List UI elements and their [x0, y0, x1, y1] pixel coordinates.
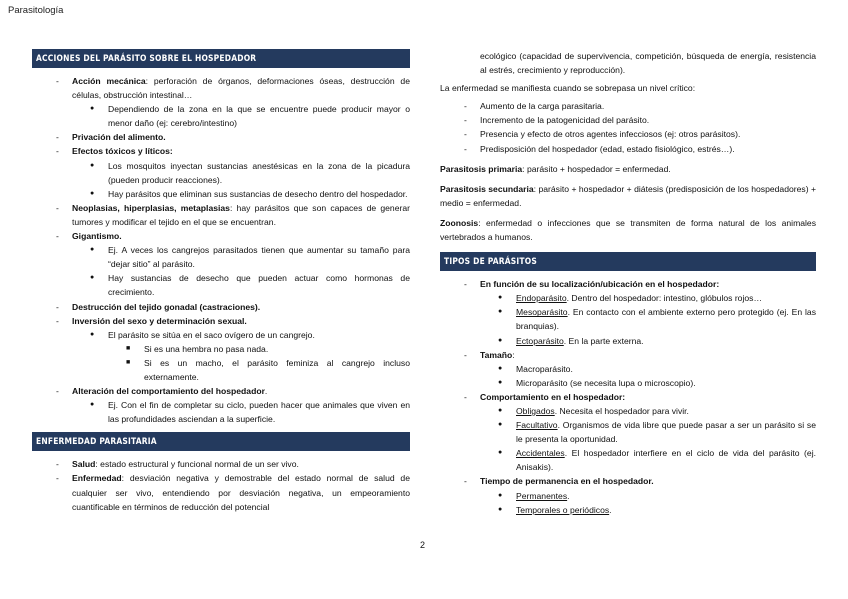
- term: Facultativo: [516, 420, 558, 431]
- list-item: [440, 99, 816, 113]
- list-item: [32, 243, 410, 271]
- term: Inversión del sexo y determinación sexual.: [72, 315, 247, 326]
- circle-bullet: ●: [498, 449, 503, 457]
- item-text: Aumento de la carga parasitaria.: [480, 101, 605, 112]
- list-item: [440, 127, 816, 141]
- item-text: . El hospedador interfiere en el ciclo de vida del parásito (ej. Anisakis).: [516, 448, 816, 473]
- page-number: 2: [420, 540, 426, 550]
- item-text: Si es una hembra no pasa nada.: [144, 343, 269, 354]
- dash-bullet: -: [56, 459, 59, 470]
- list-item: [32, 144, 410, 158]
- circle-bullet: ●: [90, 189, 95, 197]
- dash-bullet: -: [464, 391, 467, 402]
- enfermedad-list: [32, 457, 410, 513]
- dash-bullet: -: [464, 476, 467, 487]
- term: Obligados: [516, 405, 555, 416]
- zoonosis-paragraph: [440, 216, 816, 244]
- list-item: [32, 187, 410, 201]
- item-text: :: [512, 349, 515, 360]
- term: Comportamiento en el hospedador:: [480, 391, 626, 402]
- item-text: Macroparásito.: [516, 363, 573, 374]
- right-column: [440, 49, 816, 517]
- list-item: [440, 376, 816, 390]
- item-text: Presencia y efecto de otros agentes infecciosos (ej: otros parásitos).: [480, 129, 741, 140]
- dash-bullet: -: [56, 76, 59, 86]
- list-item: [440, 489, 816, 503]
- list-item: [32, 229, 410, 243]
- item-text: . Organismos de vida libre que puede pasar a ser un parásito si se le presenta la oportunidad.: [516, 420, 816, 445]
- item-text: Hay sustancias de desecho que pueden actuar como hormonas de crecimiento.: [108, 273, 410, 298]
- list-item: [32, 398, 410, 426]
- item-text: Los mosquitos inyectan sustancias anestésicas en la zona de la picadura (pueden producir reacciones).: [108, 160, 410, 185]
- list-item: [32, 130, 410, 144]
- term: Privación del alimento.: [72, 132, 166, 143]
- item-text: . Necesita el hospedador para vivir.: [554, 405, 689, 416]
- dash-bullet: -: [464, 279, 467, 290]
- term: Parasitosis primaria: [440, 163, 523, 174]
- term: Permanentes: [516, 490, 568, 501]
- list-item: [440, 404, 816, 418]
- list-item: [32, 159, 410, 187]
- dash-bullet: -: [464, 101, 467, 112]
- list-item: [32, 356, 410, 384]
- section-header-tipos: TIPOS DE PARÁSITOS: [440, 252, 816, 271]
- list-item: [32, 384, 410, 398]
- list-item: [440, 113, 816, 127]
- dash-bullet: -: [464, 129, 467, 140]
- term: Gigantismo.: [72, 231, 122, 242]
- term: Accidentales: [516, 448, 565, 459]
- term: Tamaño: [480, 349, 513, 360]
- term: Salud: [72, 459, 96, 470]
- manifiesta-paragraph: La enfermedad se manifiesta cuando se sobrepasa un nivel crítico:: [440, 83, 696, 94]
- dash-bullet: -: [464, 143, 467, 154]
- term: Endoparásito: [516, 293, 567, 304]
- list-item: [32, 314, 410, 328]
- circle-bullet: ●: [90, 105, 95, 113]
- circle-bullet: ●: [498, 505, 503, 513]
- left-column: [32, 49, 410, 514]
- list-item: [440, 418, 816, 446]
- dash-bullet: -: [56, 301, 59, 312]
- dash-bullet: -: [56, 202, 59, 213]
- item-text: : parásito + hospedador + diátesis (predisposición de los hospedadores) + medio = enfermedad.: [440, 183, 816, 208]
- circle-bullet: ●: [498, 406, 503, 414]
- circle-bullet: ●: [90, 161, 95, 169]
- item-text: : perforación de órganos, deformaciones óseas, destrucción de células, obstrucción intestinal…: [72, 76, 410, 101]
- dash-bullet: -: [464, 349, 467, 360]
- list-item: [32, 471, 410, 513]
- item-text: Microparásito (se necesita lupa o microscopio).: [516, 377, 696, 388]
- term: Acción mecánica: [72, 76, 146, 86]
- item-text: Incremento de la patogenicidad del parásito.: [480, 115, 650, 126]
- item-text: . En contacto con el ambiente externo pero protegido (ej. En las branquias).: [516, 307, 816, 332]
- list-item: [440, 446, 816, 474]
- circle-bullet: ●: [498, 294, 503, 302]
- term: Enfermedad: [72, 473, 122, 484]
- list-item: [440, 362, 816, 376]
- list-item: [440, 474, 816, 488]
- term: Efectos tóxicos y líticos:: [72, 146, 173, 157]
- term: Alteración del comportamiento del hospedador: [72, 386, 265, 397]
- term: Neoplasias, hiperplasias, metaplasias: [72, 202, 230, 213]
- running-head: Parasitología: [8, 5, 64, 16]
- term: Zoonosis: [440, 217, 479, 228]
- term: Mesoparásito: [516, 307, 568, 318]
- section-header-enfermedad: ENFERMEDAD PARASITARIA: [32, 432, 410, 451]
- square-bullet: ■: [126, 344, 131, 352]
- primaria-paragraph: [440, 162, 816, 176]
- dash-bullet: -: [56, 473, 59, 484]
- term: En función de su localización/ubicación en el hospedador:: [480, 279, 720, 290]
- list-item: [32, 201, 410, 229]
- dash-bullet: -: [464, 115, 467, 126]
- term: Ectoparásito: [516, 335, 564, 346]
- acciones-list: [32, 74, 410, 426]
- item-text: : parásito + hospedador = enfermedad.: [522, 163, 671, 174]
- circle-bullet: ●: [498, 378, 503, 386]
- circle-bullet: ●: [90, 330, 95, 338]
- list-item: [440, 291, 816, 305]
- item-text: . Dentro del hospedador: intestino, glóbulos rojos…: [566, 293, 763, 304]
- circle-bullet: ●: [498, 336, 503, 344]
- item-text: : hay parásitos que son capaces de generar tumores y modificar el tejido en el que se encuentran.: [72, 202, 410, 227]
- list-item: [440, 277, 816, 291]
- circle-bullet: ●: [90, 401, 95, 409]
- item-text: Ej. A veces los cangrejos parasitados tienen que aumentar su tamaño para “dejar sitio” al parásito.: [108, 245, 410, 270]
- term: Tiempo de permanencia en el hospedador.: [480, 476, 654, 487]
- list-item: [32, 457, 410, 471]
- list-item: [440, 348, 816, 362]
- item-text: .: [609, 504, 612, 515]
- item-text: El parásito se sitúa en el saco ovígero de un cangrejo.: [108, 329, 315, 340]
- item-text: Dependiendo de la zona en la que se encuentre puede producir mayor o menor daño (ej: cerebro/intestino): [108, 104, 410, 129]
- tipos-list: [440, 277, 816, 517]
- list-item: [32, 300, 410, 314]
- circle-bullet: ●: [498, 308, 503, 316]
- list-item: [440, 142, 816, 156]
- list-item: [440, 390, 816, 404]
- section-header-acciones: ACCIONES DEL PARÁSITO SOBRE EL HOSPEDADOR: [32, 49, 410, 68]
- item-text: : estado estructural y funcional normal de un ser vivo.: [95, 459, 299, 470]
- list-item: [32, 271, 410, 299]
- circle-bullet: ●: [498, 364, 503, 372]
- item-text: Ej. Con el fin de completar su ciclo, pueden hacer que animales que viven en las profundidades asciendan a la superficie.: [108, 400, 410, 425]
- list-item: [32, 102, 410, 130]
- item-text: Hay parásitos que eliminan sus sustancias de desecho dentro del hospedador.: [108, 188, 408, 199]
- dash-bullet: -: [56, 315, 59, 326]
- list-item: [32, 328, 410, 342]
- item-text: Predisposición del hospedador (edad, estado fisiológico, estrés…).: [480, 143, 735, 154]
- list-item: [440, 334, 816, 348]
- list-item: [440, 503, 816, 517]
- item-text: : desviación negativa y demostrable del estado normal de salud de cualquier ser vivo, entendiendo por desviación negativa, un empeoramiento cuantificable en términos de reducción del potencial: [72, 473, 410, 512]
- list-item: [32, 74, 410, 102]
- item-text: .: [567, 490, 570, 501]
- item-text: Si es un macho, el parásito feminiza al cangrejo incluso externamente.: [144, 357, 410, 382]
- item-text: : enfermedad o infecciones que se transmiten de forma natural de los animales vertebrados a humanos.: [440, 217, 816, 243]
- dash-bullet: -: [56, 231, 59, 242]
- secundaria-paragraph: [440, 182, 816, 210]
- nivel-list: [440, 99, 816, 155]
- enfermedad-continuation: ecológico (capacidad de supervivencia, competición, búsqueda de energía, resistencia al estrés, crecimiento y reproducción).: [480, 51, 816, 76]
- list-item: [440, 305, 816, 333]
- list-item: [32, 342, 410, 356]
- term: Temporales o periódicos: [516, 504, 610, 515]
- dash-bullet: -: [56, 386, 59, 397]
- square-bullet: ■: [126, 358, 131, 366]
- dash-bullet: -: [56, 146, 59, 157]
- term: Destrucción del tejido gonadal (castraciones).: [72, 301, 261, 312]
- circle-bullet: ●: [498, 491, 503, 499]
- dash-bullet: -: [56, 132, 59, 143]
- item-text: .: [264, 386, 268, 397]
- term: Parasitosis secundaria: [440, 183, 534, 194]
- circle-bullet: ●: [90, 246, 95, 254]
- circle-bullet: ●: [498, 421, 503, 429]
- circle-bullet: ●: [90, 274, 95, 282]
- item-text: . En la parte externa.: [563, 335, 644, 346]
